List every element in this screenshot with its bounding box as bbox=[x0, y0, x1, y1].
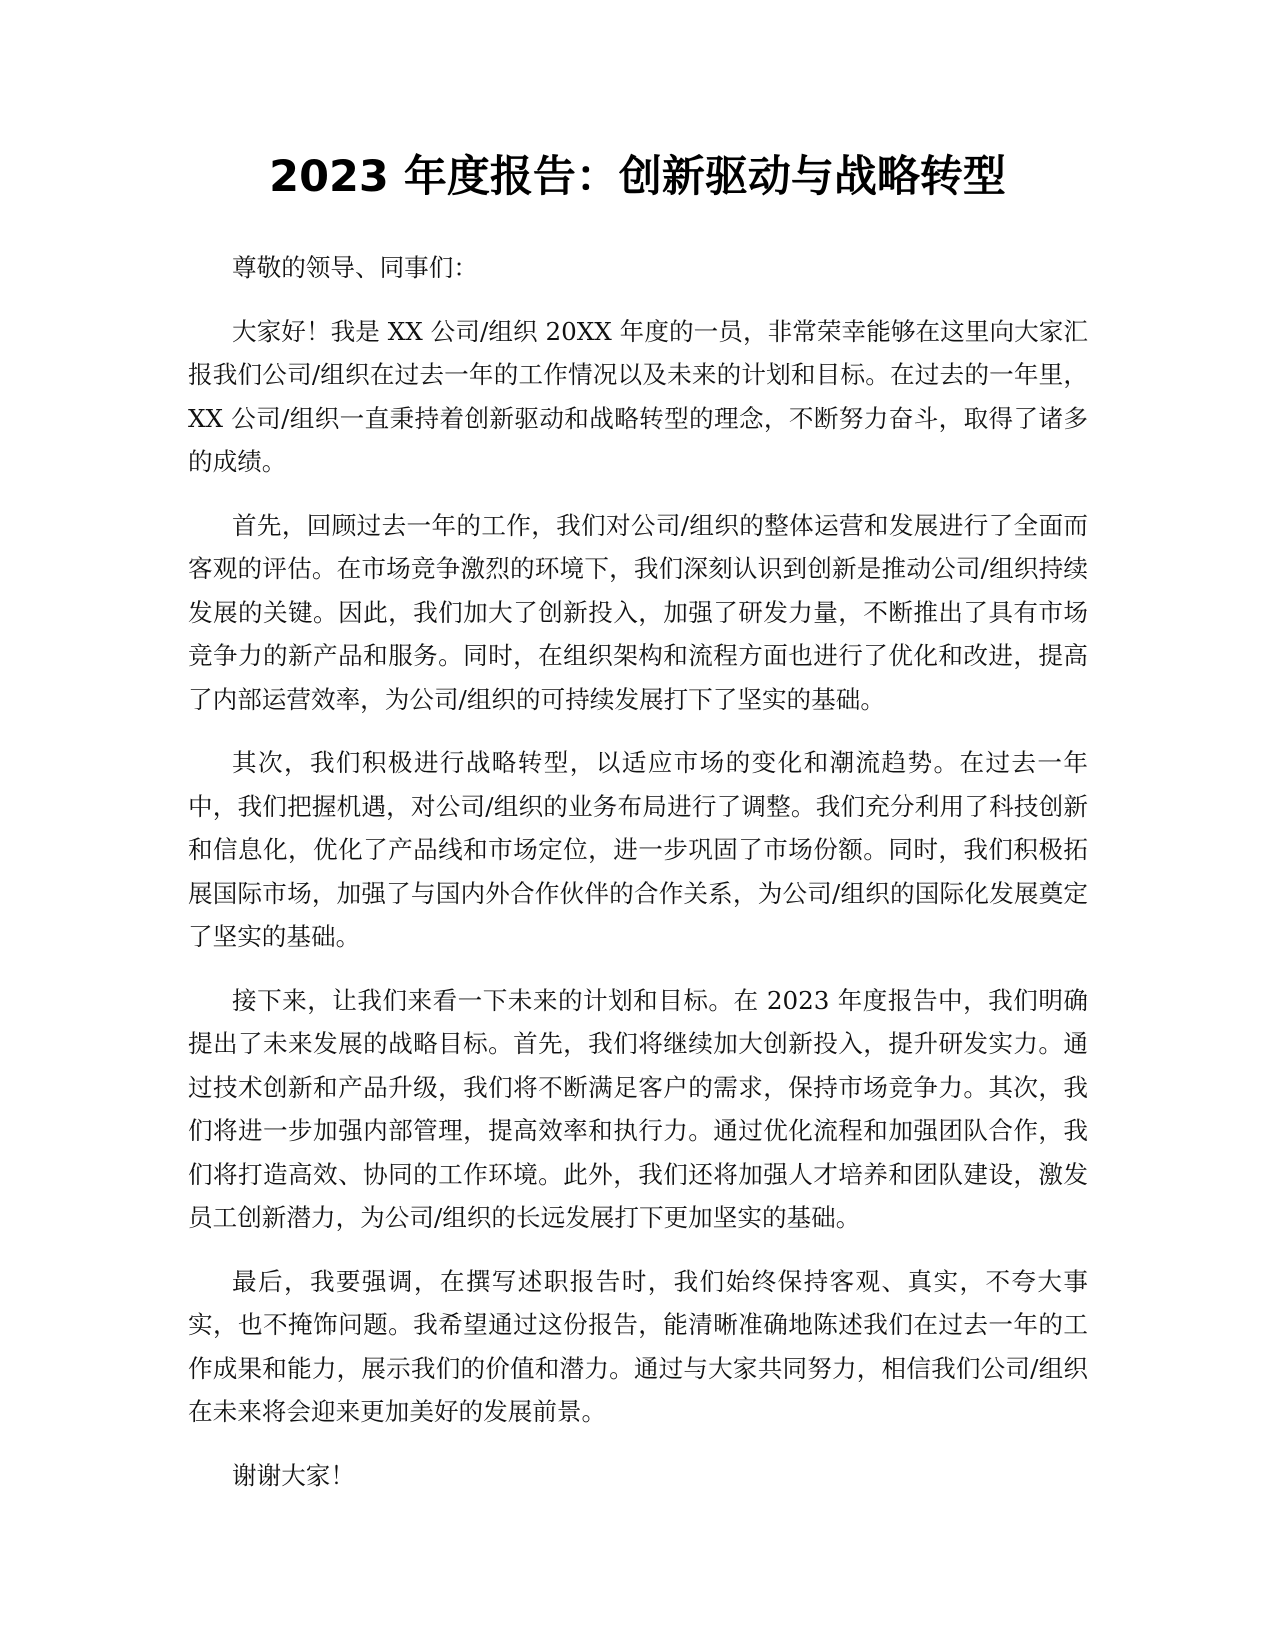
body-paragraph-4: 接下来，让我们来看一下未来的计划和目标。在 2023 年度报告中，我们明确提出了未来发展的战略目标。首先，我们将继续加大创新投入，提升研发实力。通过技术创新和产品升级，我们将不断满足客户的需求，保持市场竞争力。其次，我们将进一步加强内部管理，提高效率和执行力。通过优化流程和加强团队合作，我们将打造高效、协同的工作环境。此外，我们还将加强人才培养和团队建设，激发员工创新潜力，为公司/组织的长远发展打下更加坚实的基础。 bbox=[188, 985, 1088, 1232]
document-body bbox=[188, 246, 1088, 1517]
body-paragraph-5: 最后，我要强调，在撰写述职报告时，我们始终保持客观、真实，不夸大事实，也不掩饰问题。我希望通过这份报告，能清晰准确地陈述我们在过去一年的工作成果和能力，展示我们的价值和潜力。通过与大家共同努力，相信我们公司/组织在未来将会迎来更加美好的发展前景。 bbox=[188, 1266, 1088, 1426]
closing-paragraph: 谢谢大家！ bbox=[232, 1460, 355, 1490]
document-title: 2023 年度报告：创新驱动与战略转型 bbox=[269, 152, 1006, 202]
greeting-paragraph: 尊敬的领导、同事们： bbox=[232, 253, 478, 282]
body-paragraph-3: 其次，我们积极进行战略转型，以适应市场的变化和潮流趋势。在过去一年中，我们把握机遇，对公司/组织的业务布局进行了调整。我们充分利用了科技创新和信息化，优化了产品线和市场定位，进一步巩固了市场份额。同时，我们积极拓展国际市场，加强了与国内外合作伙伴的合作关系，为公司/组织的国际化发展奠定了坚实的基础。 bbox=[188, 748, 1088, 951]
body-paragraph-1: 大家好！我是 XX 公司/组织 20XX 年度的一员，非常荣幸能够在这里向大家汇报我们公司/组织在过去一年的工作情况以及未来的计划和目标。在过去的一年里，XX 公司/组织一直秉持着创新驱动和战略转型的理念，不断努力奋斗，取得了诸多的成绩。 bbox=[188, 316, 1088, 476]
body-paragraph-2: 首先，回顾过去一年的工作，我们对公司/组织的整体运营和发展进行了全面而客观的评估。在市场竞争激烈的环境下，我们深刻认识到创新是推动公司/组织持续发展的关键。因此，我们加大了创新投入，加强了研发力量，不断推出了具有市场竞争力的新产品和服务。同时，在组织架构和流程方面也进行了优化和改进，提高了内部运营效率，为公司/组织的可持续发展打下了坚实的基础。 bbox=[188, 510, 1088, 714]
